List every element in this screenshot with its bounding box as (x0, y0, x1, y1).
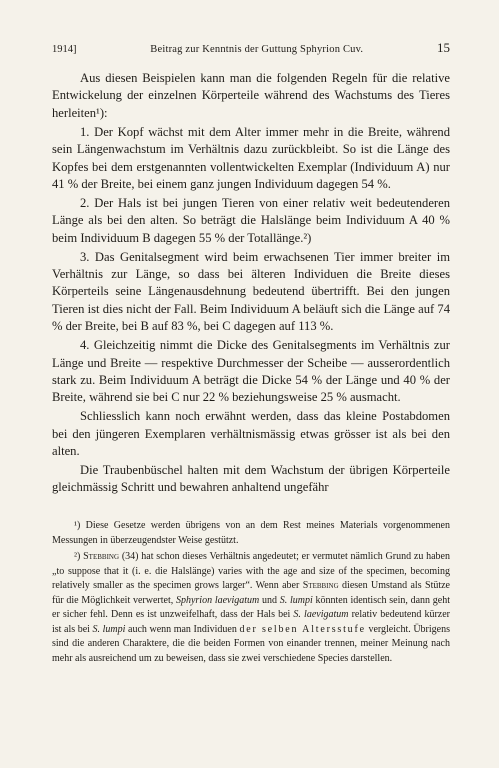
footnote-2 (52, 550, 450, 666)
author-name: Stebbing (83, 551, 120, 562)
species-name: Sphyrion laevigatum (175, 594, 260, 606)
species-name: S. lumpi (92, 623, 126, 635)
footnote-2-text: vergleicht. Übrigens sind die anderen Charaktere, die die beiden Formen von einander trennen, meiner Meinung nach mehr als ausreichend um zu beweisen, dass sie zwei verschiedene Species darstellen. (52, 623, 450, 664)
paragraph-rule-1: 1. Der Kopf wächst mit dem Alter immer mehr in die Breite, während sein Längenwachstum im Verhältnis dazu zurückbleibt. So ist die Länge des Kopfes bei dem erstgenannten vollentwickelten Exemplar (Individuum A) nur 41 % der Breite, bei einem ganz jungen Individuum dagegen 54 %. (52, 124, 450, 191)
header-year: 1914] (52, 44, 77, 55)
paragraph-postabdomen: Schliesslich kann noch erwähnt werden, dass das kleine Postabdomen bei den jüngeren Exemplaren verhältnismässig etwas grösser ist als bei den alten. (52, 409, 450, 459)
footnote-2-text: könnten identisch sein, dann geht er sicher fehl. Denn es ist unzweifelhaft, dass der Hals bei (52, 594, 451, 620)
footnote-2-text: auch wenn man Individuen (125, 623, 240, 635)
body-text (52, 70, 450, 498)
footnote-1: ¹) Diese Gesetze werden übrigens von an dem Rest meines Materials vorgenommenen Messungen in überzeugendster Weise gestützt. (52, 520, 450, 546)
footnote-2-text: und (259, 594, 280, 606)
running-title: Beitrag zur Kenntnis der Guttung Sphyrion Cuv. (150, 44, 364, 55)
species-name: S. laevigatum (293, 609, 349, 620)
footnote-2-text: (34) hat schon dieses Verhältnis angedeutet; er vermutet nämlich Grund zu haben „to suppose that it (i. e. die Halslänge) varies with the age and size of the specimen, becoming relatively smaller as the specimen grows larger“. Wenn aber (52, 551, 450, 591)
footnote-2-text: diesen Umstand als Stütze für die Möglichkeit verwertet, (52, 580, 451, 606)
footnote-2-text: relativ bedeutend kürzer ist als bei (52, 609, 451, 635)
footnote-2-marker: ²) (74, 551, 84, 562)
paragraph-rule-2: 2. Der Hals ist bei jungen Tieren von einer relativ weit bedeutenderen Länge als bei den alten. So beträgt die Halslänge beim Individuum A 40 % beim Individuum B dagegen 55 % der Totallänge.²) (52, 195, 450, 245)
running-header (52, 40, 450, 56)
paragraph-rule-3: 3. Das Genitalsegment wird beim erwachsenen Tier immer breiter im Verhältnis zur Länge, so dass bei älteren Individuen die Breite dieses Körperteils seine Längenausdehnung bedeutend übertrifft. Bei den jungen Tieren ist dies nicht der Fall. Beim Individuum A beläuft sich die Länge auf 74 % der Breite, bei B auf 83 %, bei C dagegen auf 113 %. (52, 249, 450, 334)
paragraph-traubenbuschel: Die Traubenbüschel halten mit dem Wachstum der übrigen Körperteile gleichmässig Schritt und bewahren anhaltend ungefähr (52, 462, 450, 495)
paragraph-intro: Aus diesen Beispielen kann man die folgenden Regeln für die relative Entwickelung der einzelnen Körperteile während des Wachstums des Tieres herleiten¹): (52, 71, 450, 120)
spaced-emphasis: der selben Altersstufe (239, 623, 366, 635)
species-name: S. lumpi (279, 594, 313, 606)
author-name: Stebbing (302, 580, 339, 591)
footnotes (52, 519, 450, 668)
page-number: 15 (436, 40, 450, 55)
paragraph-rule-4: 4. Gleichzeitig nimmt die Dicke des Genitalsegments im Verhältnis zur Länge und Breite — respektive Durchmesser der Scheibe — ausserordentlich stark zu. Beim Individuum A beträgt die Dicke 54 % der Länge und 40 % der Breite, während sie bei C nur 22 % beziehungsweise 25 % ausmacht. (52, 338, 450, 405)
